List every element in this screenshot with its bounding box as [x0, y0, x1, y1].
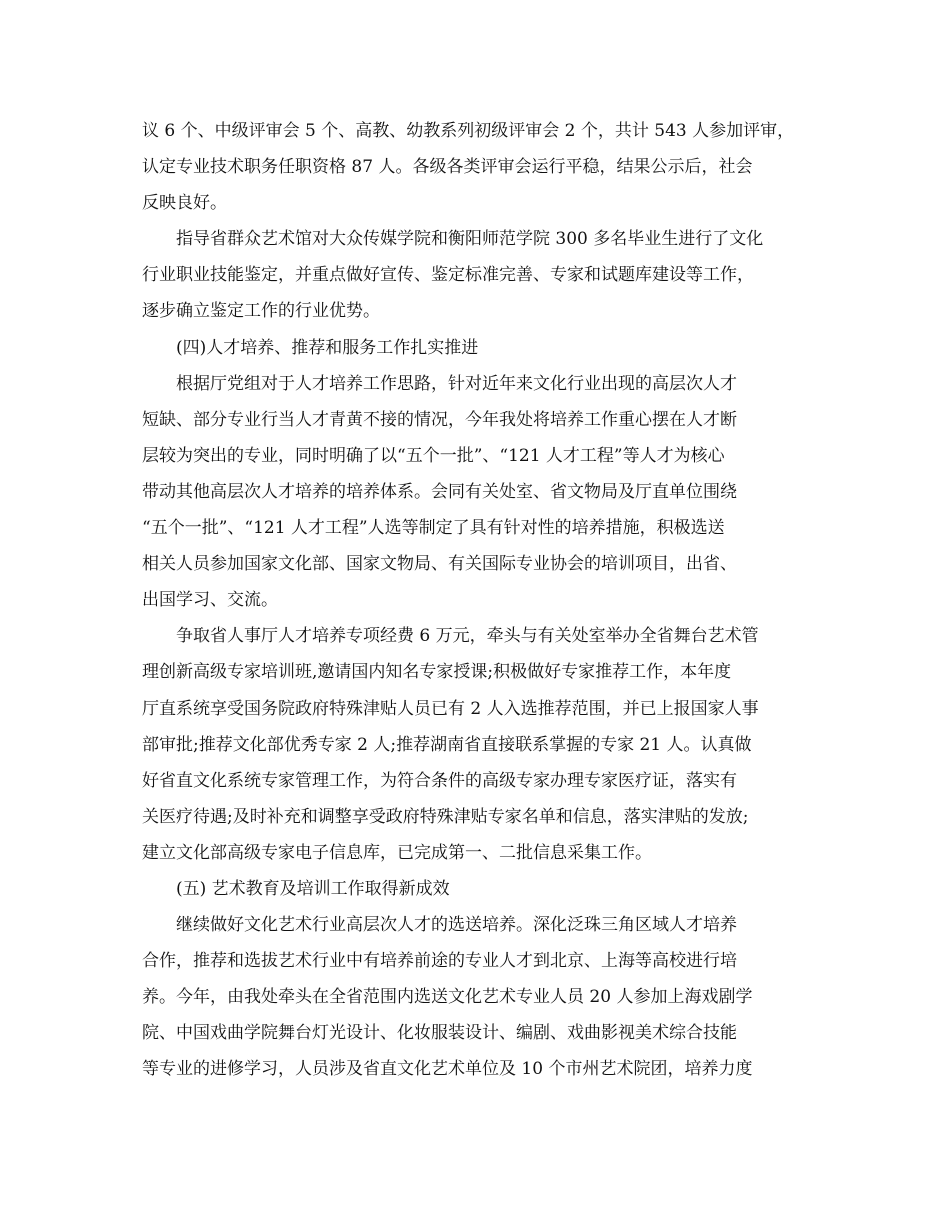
text-line: 行业职业技能鉴定，并重点做好宣传、鉴定标准完善、专家和试题库建设等工作， [142, 265, 754, 286]
text-line: 指导省群众艺术馆对大众传媒学院和衡阳师范学院 300 多名毕业生进行了文化 [176, 229, 764, 250]
heading-text: (五) 艺术教育及培训工作取得新成效 [176, 878, 450, 899]
text-line: 议 6 个、中级评审会 5 个、高教、幼教系列初级评审会 2 个，共计 543 人参加评审， [142, 121, 795, 141]
text-line: 相关人员参加国家文化部、国家文物局、有关国际专业协会的培训项目，出省、 [142, 554, 737, 575]
paragraph [142, 366, 812, 619]
text-line: 合作，推荐和选拔艺术行业中有培养前途的专业人才到北京、上海等高校进行培 [142, 951, 737, 972]
document-body [142, 113, 812, 1088]
paragraph [142, 907, 812, 1087]
text-line: 厅直系统享受国务院政府特殊津贴人员已有 2 人入选推荐范围，并已上报国家人事 [142, 698, 759, 719]
text-line: 建立文化部高级专家电子信息库，已完成第一、二批信息采集工作。 [142, 842, 652, 863]
text-line: 短缺、部分专业行当人才青黄不接的情况，今年我处将培养工作重心摆在人才断 [142, 409, 737, 430]
text-line: 层较为突出的专业，同时明确了以“五个一批”、“121 人才工程”等人才为核心 [142, 445, 725, 466]
text-line: 根据厅党组对于人才培养工作思路，针对近年来文化行业出现的高层次人才 [176, 373, 737, 394]
text-line: 理创新高级专家培训班,邀请国内知名专家授课;积极做好专家推荐工作，本年度 [142, 662, 732, 683]
text-line: 逐步确立鉴定工作的行业优势。 [142, 301, 380, 322]
text-line: 院、中国戏曲学院舞台灯光设计、化妆服装设计、编剧、戏曲影视美术综合技能 [142, 1023, 737, 1044]
heading-text: (四)人才培养、推荐和服务工作扎实推进 [176, 337, 479, 358]
text-line: 带动其他高层次人才培养的培养体系。会同有关处室、省文物局及厅直单位围绕 [142, 481, 737, 502]
section-heading [142, 330, 812, 366]
section-heading [142, 871, 812, 907]
paragraph [142, 618, 812, 871]
text-line: 争取省人事厅人才培养专项经费 6 万元，牵头与有关处室举办全省舞台艺术管 [176, 626, 759, 647]
text-line: 好省直文化系统专家管理工作，为符合条件的高级专家办理专家医疗证，落实有 [142, 770, 737, 791]
text-line: 继续做好文化艺术行业高层次人才的选送培养。深化泛珠三角区域人才培养 [176, 915, 737, 936]
text-line: 关医疗待遇;及时补充和调整享受政府特殊津贴专家名单和信息，落实津贴的发放; [142, 806, 749, 827]
text-line: 部审批;推荐文化部优秀专家 2 人;推荐湖南省直接联系掌握的专家 21 人。认真做 [142, 734, 752, 755]
text-line: 认定专业技术职务任职资格 87 人。各级各类评审会运行平稳，结果公示后，社会 [142, 157, 753, 178]
paragraph [142, 113, 812, 221]
text-line: 养。今年，由我处牵头在全省范围内选送文化艺术专业人员 20 人参加上海戏剧学 [142, 987, 753, 1008]
text-line: 出国学习、交流。 [142, 590, 278, 611]
text-line: 等专业的进修学习，人员涉及省直文化艺术单位及 10 个市州艺术院团，培养力度 [142, 1059, 753, 1080]
paragraph [142, 221, 812, 329]
text-line: 反映良好。 [142, 193, 227, 214]
text-line: “五个一批”、“121 人才工程”人选等制定了具有针对性的培养措施，积极选送 [142, 518, 725, 539]
